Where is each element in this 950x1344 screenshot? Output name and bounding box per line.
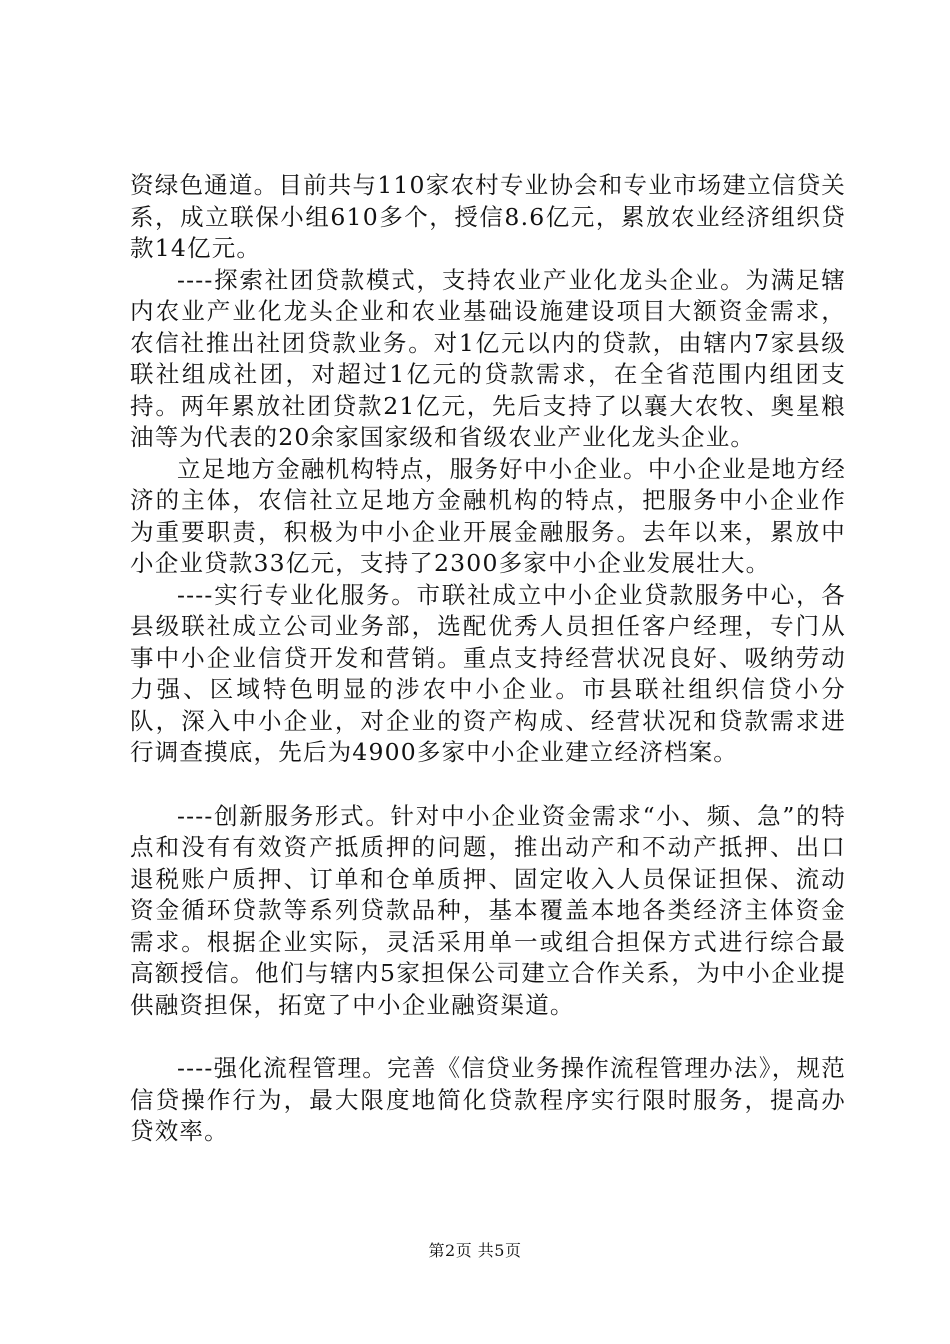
- paragraph-innovative-service: ----创新服务形式。针对中小企业资金需求“小、频、急”的特点和没有有效资产抵质押的问题，推出动产和不动产抵押、出口退税账户质押、订单和仓单质押、固定收入人员保证担保、流动资金循环贷款等系列贷款品种，基本覆盖本地各类经济主体资金需求。根据企业实际，灵活采用单一或组合担保方式进行综合最高额授信。他们与辖内5家担保公司建立合作关系，为中小企业提供融资担保，拓宽了中小企业融资渠道。: [130, 801, 846, 1019]
- paragraph-process-management: ----强化流程管理。完善《信贷业务操作流程管理办法》，规范信贷操作行为，最大限度地简化贷款程序实行限时服务，提高办贷效率。: [130, 1054, 846, 1145]
- paragraph-continuation: 资绿色通道。目前共与110家农村专业协会和专业市场建立信贷关系，成立联保小组610多个，授信8.6亿元，累放农业经济组织贷款14亿元。: [130, 171, 846, 262]
- paragraph-sme-service: 立足地方金融机构特点，服务好中小企业。中小企业是地方经济的主体，农信社立足地方金融机构的特点，把服务中小企业作为重要职责，积极为中小企业开展金融服务。去年以来，累放中小企业贷款33亿元，支持了2300多家中小企业发展壮大。: [130, 454, 846, 577]
- paragraph-specialized-service: ----实行专业化服务。市联社成立中小企业贷款服务中心，各县级联社成立公司业务部，选配优秀人员担任客户经理，专门从事中小企业信贷开发和营销。重点支持经营状况良好、吸纳劳动力强、区域特色明显的涉农中小企业。市县联社组织信贷小分队，深入中小企业，对企业的资产构成、经营状况和贷款需求进行调查摸底，先后为4900多家中小企业建立经济档案。: [130, 580, 846, 766]
- paragraph-syndicated-loans: ----探索社团贷款模式，支持农业产业化龙头企业。为满足辖内农业产业化龙头企业和农业基础设施建设项目大额资金需求，农信社推出社团贷款业务。对1亿元以内的贷款，由辖内7家县级联社组成社团，对超过1亿元的贷款需求，在全省范围内组团支持。两年累放社团贷款21亿元，先后支持了以襄大农牧、奥星粮油等为代表的20余家国家级和省级农业产业化龙头企业。: [130, 265, 846, 451]
- paragraph-spacer: [130, 769, 846, 801]
- document-body: [130, 170, 846, 1148]
- page-number-footer: 第2页 共5页: [428, 1241, 522, 1260]
- paragraph-spacer: [130, 1021, 846, 1053]
